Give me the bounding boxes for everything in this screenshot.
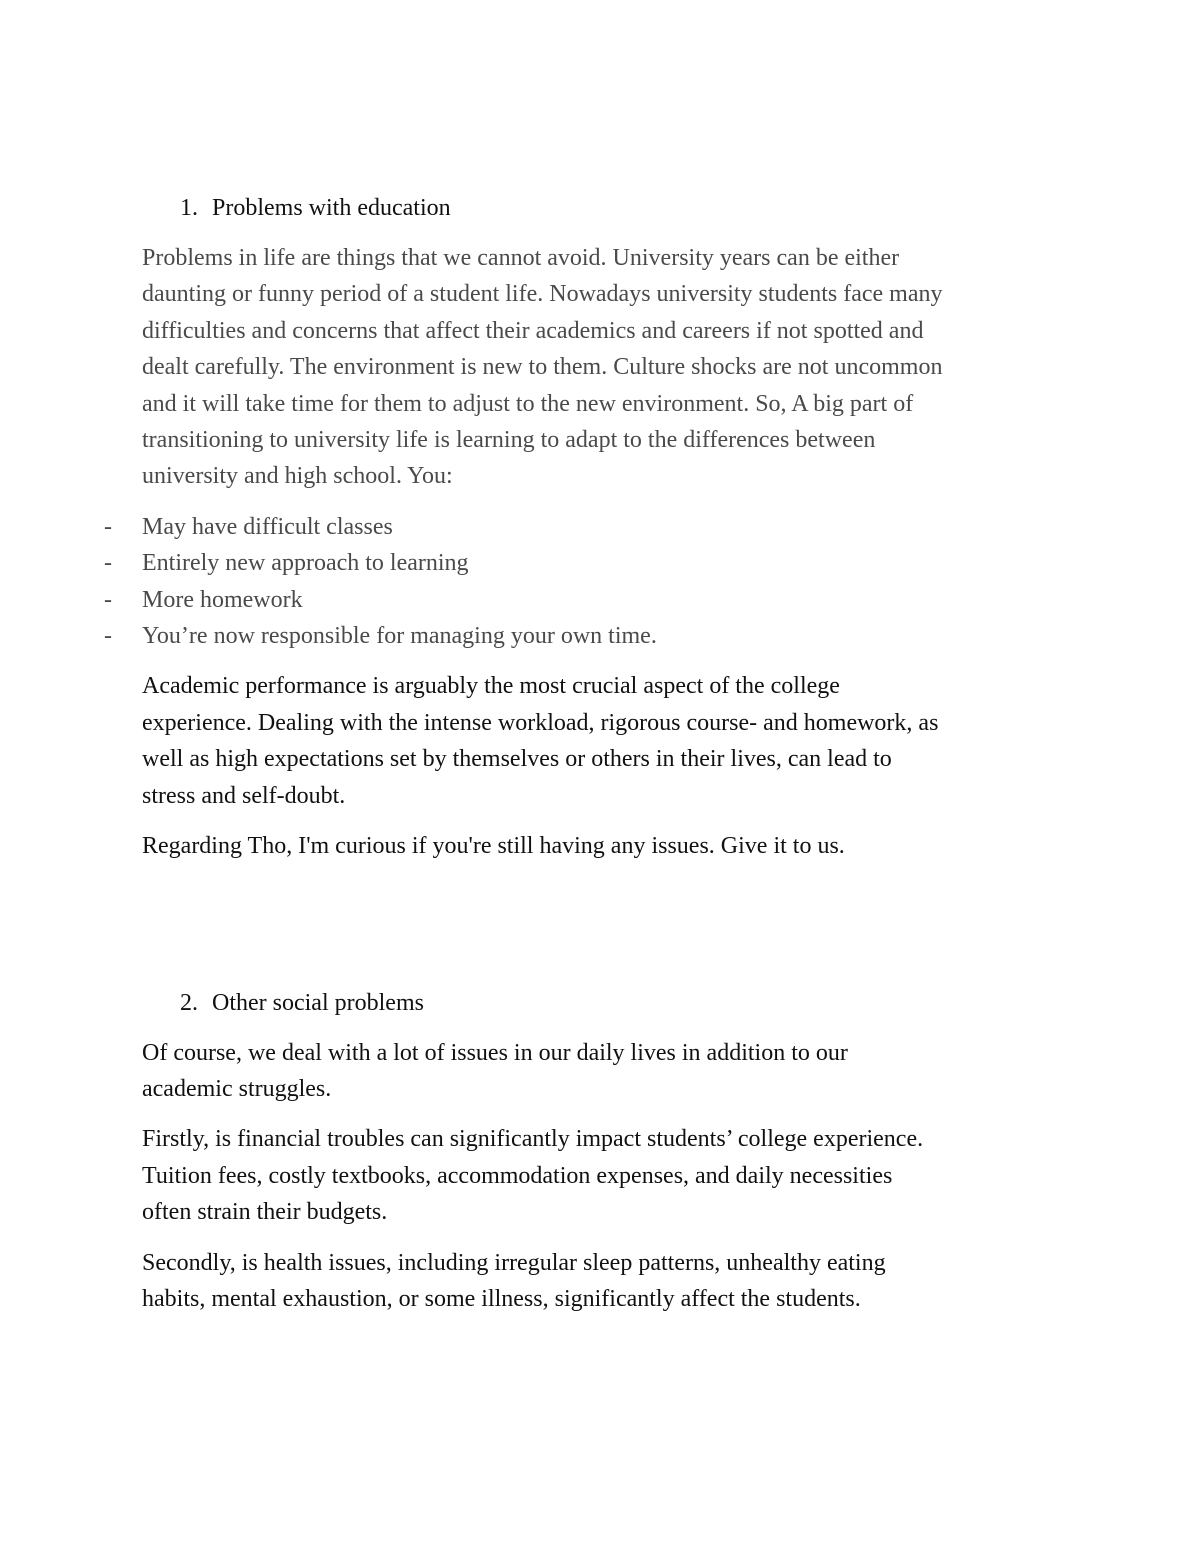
text-line: daunting or funny period of a student life. Nowadays university students face many bbox=[142, 281, 943, 308]
text-line: Academic performance is arguably the most crucial aspect of the college bbox=[142, 673, 840, 700]
text-line: and it will take time for them to adjust to the new environment. So, A big part of bbox=[142, 390, 914, 417]
question-paragraph: Regarding Tho, I'm curious if you're still having any issues. Give it to us. bbox=[142, 833, 845, 860]
text-line: experience. Dealing with the intense workload, rigorous course- and homework, as bbox=[142, 709, 939, 736]
list-item bbox=[72, 582, 1072, 618]
academic-performance-paragraph bbox=[142, 668, 1072, 814]
section-1-intro-paragraph bbox=[142, 240, 1072, 495]
text-line: academic struggles. bbox=[142, 1075, 332, 1102]
text-line: well as high expectations set by themselves or others in their lives, can lead to bbox=[142, 746, 892, 773]
section-2-heading bbox=[142, 985, 1072, 1021]
list-item-text: Entirely new approach to learning bbox=[142, 550, 469, 577]
difficulties-list bbox=[72, 509, 1072, 655]
section-2-intro-paragraph bbox=[142, 1035, 1072, 1108]
list-item bbox=[72, 545, 1072, 581]
text-line: often strain their budgets. bbox=[142, 1199, 388, 1226]
document-body bbox=[104, 190, 1072, 1317]
dash-bullet: - bbox=[104, 513, 112, 540]
health-issues-paragraph bbox=[142, 1245, 1072, 1318]
text-line: dealt carefully. The environment is new to them. Culture shocks are not uncommon bbox=[142, 354, 943, 381]
section-2-title: Other social problems bbox=[212, 989, 424, 1016]
text-line: Tuition fees, costly textbooks, accommodation expenses, and daily necessities bbox=[142, 1162, 893, 1189]
dash-bullet: - bbox=[104, 586, 112, 613]
financial-troubles-paragraph bbox=[142, 1121, 1072, 1230]
text-line: stress and self-doubt. bbox=[142, 782, 346, 809]
text-line: university and high school. You: bbox=[142, 463, 453, 490]
text-line: transitioning to university life is learning to adapt to the differences between bbox=[142, 427, 876, 454]
section-1-heading bbox=[142, 190, 1072, 226]
list-item bbox=[72, 618, 1072, 654]
text-line: Of course, we deal with a lot of issues in our daily lives in addition to our bbox=[142, 1039, 848, 1066]
text-line: habits, mental exhaustion, or some illness, significantly affect the students. bbox=[142, 1285, 861, 1312]
list-item-text: May have difficult classes bbox=[142, 513, 393, 540]
text-line: Problems in life are things that we cannot avoid. University years can be either bbox=[142, 245, 900, 271]
dash-bullet: - bbox=[104, 623, 112, 650]
section-2-number: 2. bbox=[180, 989, 198, 1016]
dash-bullet: - bbox=[104, 550, 112, 577]
section-1-number: 1. bbox=[180, 195, 198, 221]
text-line: Firstly, is financial troubles can significantly impact students’ college experience. bbox=[142, 1126, 924, 1153]
text-line: difficulties and concerns that affect their academics and careers if not spotted and bbox=[142, 317, 924, 344]
section-1-title: Problems with education bbox=[212, 195, 451, 221]
list-item-text: You’re now responsible for managing your own time. bbox=[142, 623, 657, 650]
list-item-text: More homework bbox=[142, 586, 303, 613]
text-line: Secondly, is health issues, including irregular sleep patterns, unhealthy eating bbox=[142, 1249, 886, 1276]
list-item bbox=[72, 509, 1072, 545]
